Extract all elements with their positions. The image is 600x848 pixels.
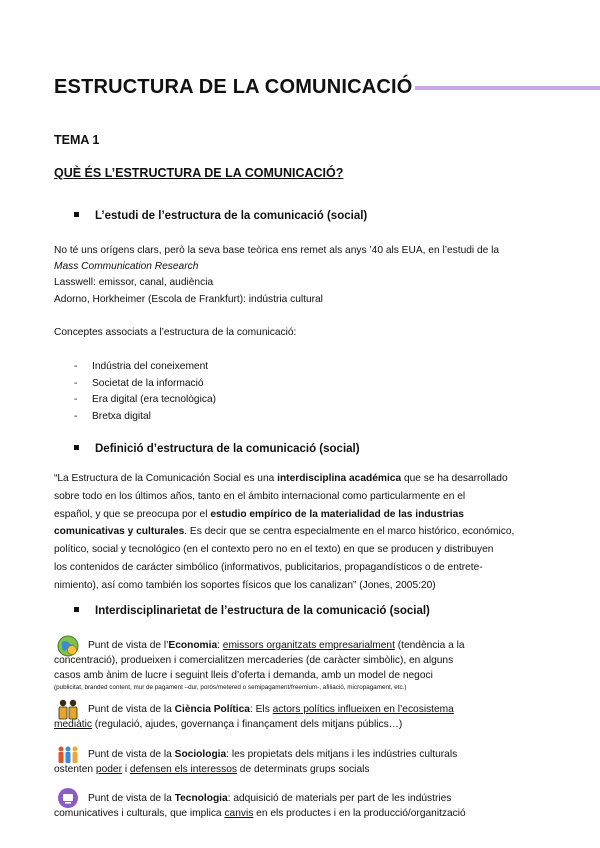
section1-line4: Adorno, Horkheimer (Escola de Frankfurt): indústria cultural (54, 294, 323, 305)
politica-line2: mediàtic (regulació, ajudes, governança i finançament dels mitjans públics…) (54, 719, 403, 730)
section2-heading: Definició d’estructura de la comunicació (social) (74, 443, 360, 455)
bullet-square-icon (74, 607, 79, 612)
tecnologia-line1: Punt de vista de la Tecnologia: adquisició de materials per part de les indústries (88, 793, 452, 804)
economia-line1: Punt de vista de l’Economia: emissors organitzats empresarialment (tendència a la (88, 640, 465, 651)
title-bar (54, 76, 600, 100)
concepts-list (74, 359, 216, 425)
bullet-square-icon (74, 212, 79, 217)
section3-heading: Interdisciplinarietat de l’estructura de la comunicació (social) (74, 605, 430, 617)
sociologia-line2: ostenten poder i defensen els interessos de determinats grups socials (54, 764, 370, 775)
document-title: ESTRUCTURA DE LA COMUNICACIÓ (54, 76, 413, 98)
bullet-square-icon (74, 445, 79, 450)
politica-line1: Punt de vista de la Ciència Política: Els actors polítics influeixen en l’ecosistema (88, 704, 454, 715)
economia-business-models: (publicitat, branded content, mur de pagament –dur, porós/metered o semipagament/freemium-, afiliació, micropagament, etc.) (54, 684, 407, 691)
question-heading: QUÈ ÉS L’ESTRUCTURA DE LA COMUNICACIÓ? (54, 166, 344, 180)
section1-heading: L’estudi de l’estructura de la comunicació (social) (74, 210, 367, 222)
definition-quote: “La Estructura de la Comunicación Social es una interdisciplina académica que se ha desarrollado sobre todo en los últimos años, tanto en el ámbito internacional como particularmente en el español, y que se preocupa por el estudio empírico de la materialidad de las industrias comunicativas y culturales. Es decir que se centra especialmente en el marco histórico, económico, político, social y tecnológico (en el contexto pero no en el texto) en que se producen y distribuyen los contenidos de carácter simbólico (informativos, publicitarios, propagandísticos o de entrete- nimiento), así como también los soportes físicos que los canalizan” (Jones, 2005:20) (54, 473, 515, 591)
economia-line3: casos amb ànim de lucre i seguint lleis d’oferta i demanda, amb un model de negoci (54, 670, 433, 681)
section1-line3: Lasswell: emissor, canal, audiència (54, 277, 214, 288)
list-item: - Societat de la informació (74, 377, 204, 389)
sociologia-line1: Punt de vista de la Sociologia: les propietats dels mitjans i les indústries culturals (88, 749, 458, 760)
economia-line2: concentració), produeixen i comercialitzen mercaderies (de caràcter simbòlic), en alguns (54, 655, 454, 666)
concepts-intro: Conceptes associats a l’estructura de la comunicació: (54, 327, 297, 338)
section1-line2: Mass Communication Research (54, 261, 199, 272)
list-item: - Bretxa digital (74, 410, 151, 422)
list-item: - Era digital (era tecnològica) (74, 394, 217, 405)
list-item: - Indústria del coneixement (74, 361, 209, 372)
tema-label: TEMA 1 (54, 133, 100, 147)
section1-line1: No té uns orígens clars, però la seva base teòrica ens remet als anys ’40 als EUA, en l’estudi de la (54, 245, 500, 256)
tecnologia-line2: comunicatives i culturals, que implica canvis en els productes i en la producció/organització (54, 808, 466, 819)
